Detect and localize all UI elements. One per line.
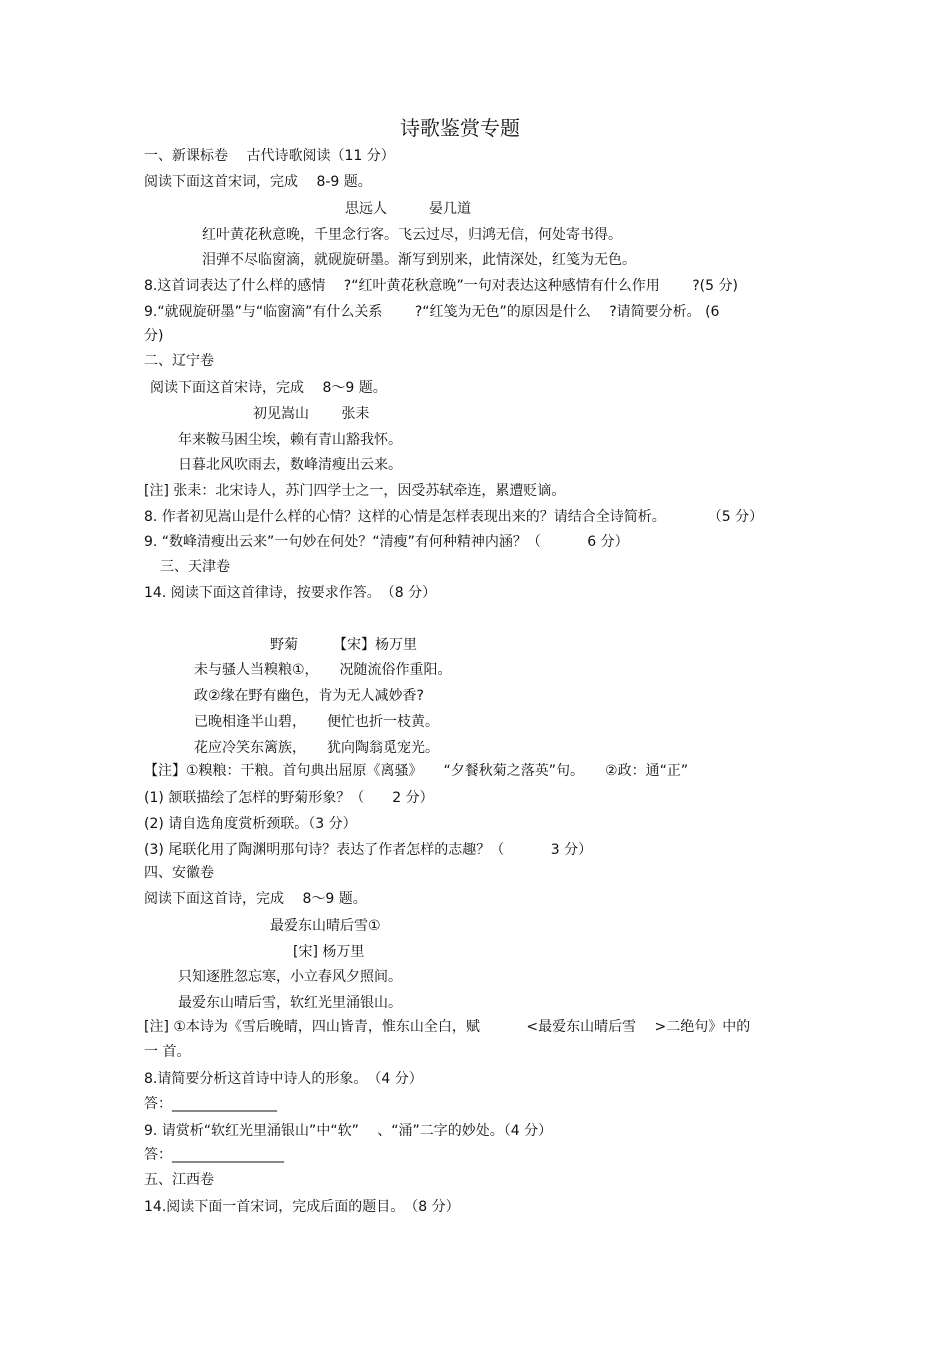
section-4-poem-author: [宋] 杨万里 [293, 944, 365, 960]
section-4-instruction: 阅读下面这首诗，完成 8～9 题。 [144, 891, 367, 907]
section-4-poem-title: 最爱东山晴后雪① [270, 918, 381, 934]
section-4-heading: 四、安徽卷 [144, 865, 214, 881]
section-1-poem-line: 红叶黄花秋意晚，千里念行客。飞云过尽，归鸿无信，何处寄书得。 [202, 227, 622, 243]
section-3-poem-line: 花应冷笑东篱族， 犹向陶翁觅宠光。 [194, 740, 439, 756]
section-2-poem-line: 年来鞍马困尘埃，赖有青山豁我怀。 [178, 432, 402, 448]
section-4-poem-line: 只知逐胜忽忘寒，小立春风夕照间。 [178, 969, 402, 985]
section-1-question-9-cont: 分) [144, 328, 164, 344]
page-title: 诗歌鉴赏专题 [400, 116, 520, 140]
section-4-question-9: 9. 请赏析“软红光里涌银山”中“软” 、“涌”二字的妙处。（4 分） [144, 1123, 553, 1139]
section-2-instruction: 阅读下面这首宋诗，完成 8～9 题。 [150, 380, 387, 396]
section-2-heading: 二、辽宁卷 [144, 353, 214, 369]
answer-line-2[interactable]: 答：________________ [144, 1147, 284, 1163]
section-5-question-14: 14.阅读下面一首宋词，完成后面的题目。 （8 分） [144, 1199, 460, 1215]
section-3-subquestion-2: (2) 请自选角度赏析颈联。（3 分） [144, 816, 357, 832]
section-2-question-9: 9. “数峰清瘦出云来”一句妙在何处？“清瘦”有何种精神内涵？（ 6 分） [144, 534, 629, 550]
section-3-poem-title: 野菊 【宋】杨万里 [270, 637, 417, 653]
section-4-note-cont: 一 首。 [144, 1044, 191, 1060]
section-1-poem-title: 思远人 晏几道 [345, 201, 471, 217]
answer-line-1[interactable]: 答：_______________ [144, 1096, 277, 1112]
section-1-poem-line: 泪弹不尽临窗滴，就砚旋研墨。渐写到别来，此情深处，红笺为无色。 [202, 252, 636, 268]
section-1-question-9: 9.“就砚旋研墨”与“临窗滴”有什么关系 ?“红笺为无色”的原因是什么 ?请简要分析。 (6 [144, 304, 720, 320]
section-3-question-14: 14. 阅读下面这首律诗，按要求作答。 （8 分） [144, 585, 437, 601]
section-3-poem-line: 未与骚人当糗粮①， 况随流俗作重阳。 [194, 662, 452, 678]
section-1-heading: 一、新课标卷 古代诗歌阅读（11 分） [144, 148, 395, 164]
section-1-instruction: 阅读下面这首宋词，完成 8-9 题。 [144, 174, 372, 190]
section-2-note: [注] 张耒：北宋诗人，苏门四学士之一，因受苏轼牵连，累遭贬谪。 [144, 483, 566, 499]
section-3-poem-line: 政②缘在野有幽色，肯为无人减妙香? [194, 688, 424, 704]
section-3-subquestion-3: (3) 尾联化用了陶渊明那句诗？表达了作者怎样的志趣？（ 3 分） [144, 842, 593, 858]
section-2-poem-line: 日暮北风吹雨去，数峰清瘦出云来。 [178, 457, 402, 473]
section-3-heading: 三、天津卷 [160, 559, 230, 575]
section-4-note: [注] ①本诗为《雪后晚晴，四山皆青，惟东山全白，赋 <最爱东山晴后雪 >二绝句》中的 [144, 1019, 751, 1035]
section-3-note: 【注】①糗粮：干粮。首句典出屈原《离骚》 “夕餐秋菊之落英”句。 ②政：通“正” [144, 763, 689, 779]
section-4-poem-line: 最爱东山晴后雪，软红光里涌银山。 [178, 995, 402, 1011]
section-3-poem-line: 已晚相逢半山碧， 便忙也折一枝黄。 [194, 714, 439, 730]
section-3-subquestion-1: (1) 颔联描绘了怎样的野菊形象？（ 2 分） [144, 790, 434, 806]
section-4-question-8: 8.请简要分析这首诗中诗人的形象。 （4 分） [144, 1071, 423, 1087]
section-2-poem-title: 初见嵩山 张耒 [253, 406, 370, 422]
section-1-question-8: 8.这首词表达了什么样的感情 ?“红叶黄花秋意晚”一句对表达这种感情有什么作用 ?(5 分) [144, 278, 738, 294]
section-5-heading: 五、江西卷 [144, 1172, 214, 1188]
section-2-question-8: 8. 作者初见嵩山是什么样的心情？这样的心情是怎样表现出来的？请结合全诗简析。 （5 分） [144, 509, 764, 525]
